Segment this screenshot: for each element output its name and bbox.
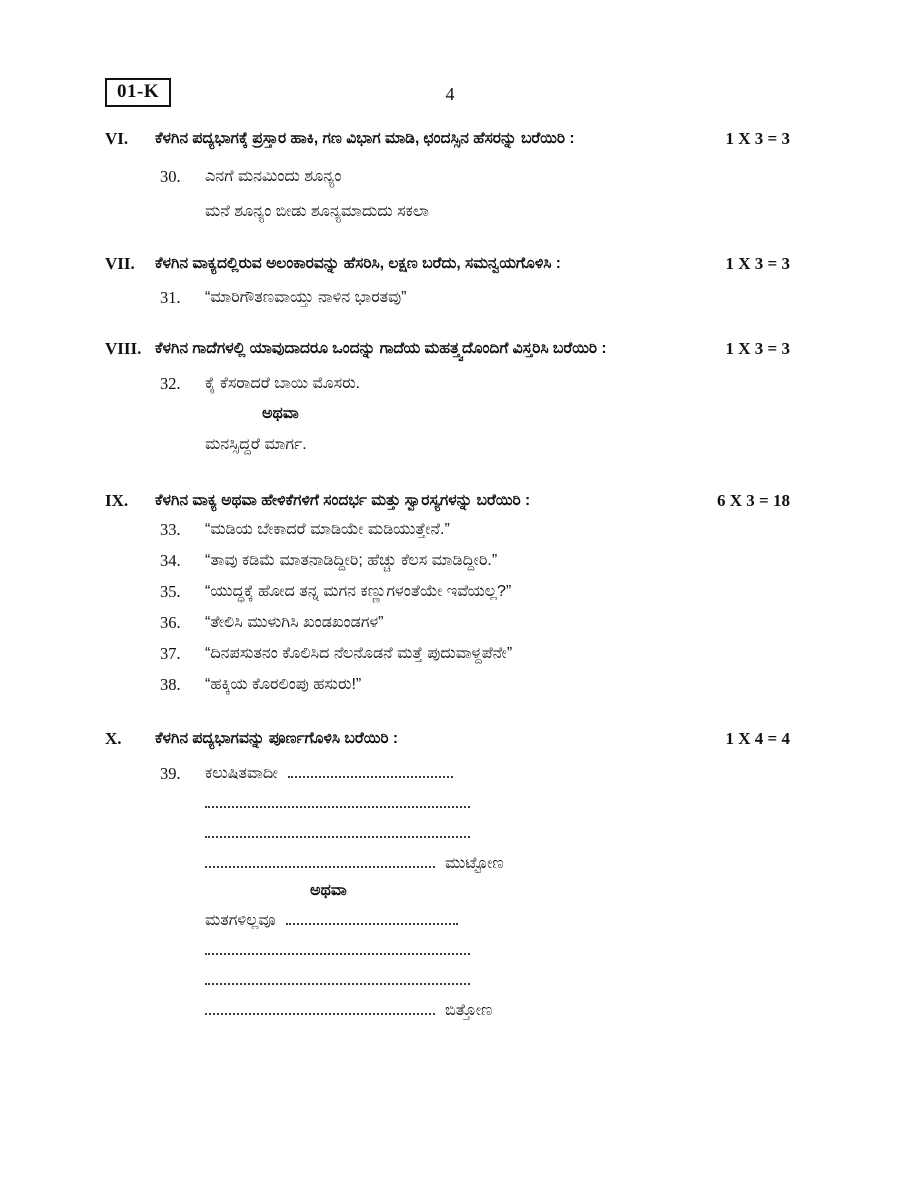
section-viii-numeral: VIII. bbox=[105, 339, 142, 358]
page-number: 4 bbox=[445, 84, 455, 104]
section-ix-heading-row bbox=[105, 490, 790, 512]
answer-blank-line-with-end bbox=[205, 1000, 790, 1022]
question-38-number: 38. bbox=[160, 675, 181, 694]
answer-blank bbox=[286, 910, 458, 925]
answer-blank-line bbox=[205, 823, 790, 845]
question-33-row bbox=[160, 519, 790, 541]
section-vii-heading-row bbox=[105, 253, 790, 275]
section-viii-marks: 1 X 3 = 3 bbox=[725, 339, 790, 358]
answer-blank bbox=[205, 1000, 435, 1015]
answer-blank-line bbox=[205, 793, 790, 815]
section-vii-numeral: VII. bbox=[105, 254, 135, 273]
section-ix-heading: ಕೆಳಗಿನ ವಾಕ್ಯ ಅಥವಾ ಹೇಳಿಕೆಗಳಿಗೆ ಸಂದರ್ಭ ಮತ್ತು ಸ್ವಾರಸ್ಯಗಳನ್ನು ಬರೆಯಿರಿ : bbox=[155, 492, 531, 509]
question-36-row bbox=[160, 612, 790, 634]
section-x-numeral: X. bbox=[105, 729, 122, 748]
question-35-text: “ಯುದ್ಧಕ್ಕೆ ಹೋದ ತನ್ನ ಮಗನ ಕಣ್ಣುಗಳಂತೆಯೇ ಇವೆಯಲ್ಲ?” bbox=[205, 583, 512, 600]
answer-blank-line bbox=[205, 940, 790, 962]
section-vii-marks: 1 X 3 = 3 bbox=[725, 254, 790, 273]
section-ix-marks: 6 X 3 = 18 bbox=[717, 491, 790, 510]
section-viii-heading: ಕೆಳಗಿನ ಗಾದೆಗಳಲ್ಲಿ ಯಾವುದಾದರೂ ಒಂದನ್ನು ಗಾದೆಯ ಮಹತ್ತ್ವದೊಂದಿಗೆ ವಿಸ್ತರಿಸಿ ಬರೆಯಿರಿ : bbox=[155, 340, 607, 357]
question-39-option1-start-word: ಕಲುಷಿತವಾದೀ bbox=[205, 765, 278, 782]
question-31-text: “ಮಾರಿಗೌತಣವಾಯ್ತು ನಾಳಿನ ಭಾರತವು” bbox=[205, 289, 407, 306]
page-content bbox=[105, 78, 790, 1022]
question-30-number: 30. bbox=[160, 167, 181, 186]
section-vi-heading-row bbox=[105, 128, 790, 150]
answer-blank bbox=[205, 793, 470, 808]
question-39-or-label: ಅಥವಾ bbox=[310, 882, 347, 899]
question-39-row bbox=[160, 763, 790, 785]
section-vii-heading: ಕೆಳಗಿನ ವಾಕ್ಯದಲ್ಲಿರುವ ಅಲಂಕಾರವನ್ನು ಹೆಸರಿಸಿ, ಲಕ್ಷಣ ಬರೆದು, ಸಮನ್ವಯಗೊಳಿಸಿ : bbox=[155, 255, 561, 272]
section-viii-heading-row bbox=[105, 338, 790, 360]
question-36-number: 36. bbox=[160, 613, 181, 632]
question-39-number: 39. bbox=[160, 764, 181, 783]
section-x-marks: 1 X 4 = 4 bbox=[725, 729, 790, 748]
question-35-row bbox=[160, 581, 790, 603]
question-39-option2-start-word: ಮತಗಳಿಲ್ಲವೂ bbox=[205, 912, 276, 929]
question-30-row bbox=[160, 166, 790, 188]
section-ix-numeral: IX. bbox=[105, 491, 129, 510]
question-32-number: 32. bbox=[160, 374, 181, 393]
question-38-row bbox=[160, 674, 790, 696]
question-37-row bbox=[160, 643, 790, 665]
answer-blank bbox=[205, 970, 470, 985]
question-38-text: “ಹಕ್ಕಿಯ ಕೊರಲಿಂಪು ಹಸುರು!” bbox=[205, 676, 362, 693]
page-header bbox=[105, 78, 790, 108]
section-vi-numeral: VI. bbox=[105, 129, 129, 148]
answer-blank-line bbox=[205, 970, 790, 992]
question-33-text: “ಮಡಿಯ ಬೇಕಾದರೆ ಮಾಡಿಯೇ ಮಡಿಯುತ್ತೇನೆ.” bbox=[205, 521, 450, 538]
answer-blank bbox=[288, 763, 453, 778]
question-37-number: 37. bbox=[160, 644, 181, 663]
question-35-number: 35. bbox=[160, 582, 181, 601]
question-32-option1: ಕೈ ಕೆಸರಾದರೆ ಬಾಯಿ ಮೊಸರು. bbox=[205, 375, 361, 392]
paper-code-box: 01-K bbox=[105, 78, 171, 107]
question-37-text: “ದಿನಪಸುತನಂ ಕೊಲಿಸಿದ ನೆಲನೊಡನೆ ಮತ್ತೆ ಪುದುವಾಳ್ದಪೆನೇ” bbox=[205, 645, 513, 662]
section-x-heading: ಕೆಳಗಿನ ಪದ್ಯಭಾಗವನ್ನು ಪೂರ್ಣಗೊಳಿಸಿ ಬರೆಯಿರಿ : bbox=[155, 730, 399, 747]
question-34-row bbox=[160, 550, 790, 572]
question-39-option2-end-word: ಬಿತ್ತೋಣ bbox=[445, 1002, 493, 1019]
answer-blank bbox=[205, 940, 470, 955]
question-30-line1: ಎನಗೆ ಮನಮಿಂದು ಶೂನ್ಯಂ bbox=[205, 168, 342, 185]
question-39-option1-start bbox=[205, 763, 790, 785]
question-36-text: “ತೇಲಿಸಿ ಮುಳುಗಿಸಿ ಖಂಡಖಂಡಗಳ” bbox=[205, 614, 384, 631]
question-33-number: 33. bbox=[160, 520, 181, 539]
question-32-row bbox=[160, 373, 790, 395]
question-32-option2: ಮನಸ್ಸಿದ್ದರೆ ಮಾರ್ಗ. bbox=[205, 436, 307, 453]
question-34-number: 34. bbox=[160, 551, 181, 570]
question-34-text: “ತಾವು ಕಡಿಮೆ ಮಾತನಾಡಿದ್ದೀರಿ; ಹೆಚ್ಚು ಕೆಲಸ ಮಾಡಿದ್ದೀರಿ.” bbox=[205, 552, 498, 569]
question-39-option1-end-word: ಮುಟ್ಟೋಣ bbox=[445, 855, 504, 872]
answer-blank bbox=[205, 853, 435, 868]
section-vi-marks: 1 X 3 = 3 bbox=[725, 129, 790, 148]
question-30-line2: ಮನೆ ಶೂನ್ಯಂ ಬೀಡು ಶೂನ್ಯಮಾದುದು ಸಕಲಾ bbox=[205, 203, 429, 220]
section-vi-heading: ಕೆಳಗಿನ ಪದ್ಯಭಾಗಕ್ಕೆ ಪ್ರಸ್ತಾರ ಹಾಕಿ, ಗಣ ವಿಭಾಗ ಮಾಡಿ, ಛಂದಸ್ಸಿನ ಹೆಸರನ್ನು ಬರೆಯಿರಿ : bbox=[155, 130, 575, 147]
question-31-row bbox=[160, 287, 790, 309]
section-x-heading-row bbox=[105, 728, 790, 750]
answer-blank bbox=[205, 823, 470, 838]
question-32-or-label: ಅಥವಾ bbox=[262, 405, 299, 422]
question-31-number: 31. bbox=[160, 288, 181, 307]
question-39-option2-start bbox=[205, 910, 790, 932]
answer-blank-line-with-end bbox=[205, 853, 790, 875]
